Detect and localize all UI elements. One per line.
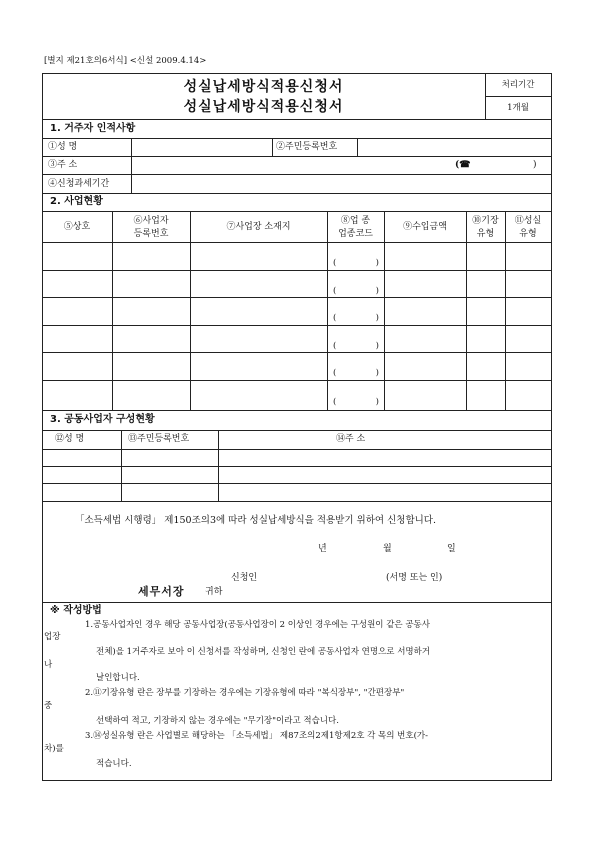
rule: [42, 119, 552, 120]
rule: [42, 501, 552, 502]
rule: [505, 211, 506, 410]
rrn-field[interactable]: [358, 139, 551, 156]
section-1-heading: 1. 거주자 인적사항: [50, 123, 136, 134]
industry-code-field[interactable]: [333, 341, 379, 352]
partner-name-col: ⑫성 명: [55, 434, 85, 444]
col-biz-no: ⑥사업자: [133, 216, 169, 226]
industry-code-field[interactable]: [333, 258, 379, 269]
tax-period-field[interactable]: [132, 175, 551, 193]
col-revenue: ⑨수입금액: [403, 222, 447, 232]
rule: [42, 449, 552, 450]
instruction-line: 3.⑭성실유형 란은 사업별로 해당하는 「소득세법」 제87조의2제1항제2호 각 목의 번호(가-: [85, 731, 428, 741]
rule: [112, 211, 113, 410]
rule: [42, 410, 552, 411]
section-2-heading: 2. 사업현황: [50, 196, 103, 207]
section-3-heading: 3. 공동사업자 구성현황: [50, 414, 155, 425]
name-label: ①성 명: [48, 142, 78, 152]
industry-code-field[interactable]: [333, 397, 379, 408]
paren-close: ): [375, 397, 379, 407]
rule: [384, 211, 385, 410]
paren-close: ): [375, 286, 379, 296]
rule: [466, 211, 467, 410]
form-title-repeat: 성실납세방식적용신청서: [183, 99, 344, 115]
address-label: ③주 소: [48, 160, 78, 170]
partner-address-col: ⑭주 소: [336, 434, 366, 444]
date-year: 년: [318, 544, 327, 554]
instruction-line: 2.⑪기장유형 란은 장부를 기장하는 경우에는 기장유형에 따라 "복식장부", "간편장부": [85, 688, 405, 698]
paren-open: (: [333, 397, 337, 407]
date-month: 월: [383, 544, 392, 554]
rule: [272, 138, 273, 156]
col-biz-no-2: 등록번호: [133, 229, 169, 239]
processing-period-value: 1개월: [507, 103, 529, 113]
instruction-line: 날인합니다.: [96, 673, 140, 683]
declaration-text: 「소득세법 시행령」 제150조의3에 따라 성실납세방식을 적용받기 위하여 신청합니다.: [75, 515, 437, 526]
col-bookkeeping-2: 유형: [476, 229, 495, 239]
phone-label: (☎: [455, 160, 471, 170]
rule: [42, 297, 552, 298]
instruction-line: 1.공동사업자인 경우 해당 공동사업장(공동사업장이 2 이상인 경우에는 구성원이 같은 공동사: [85, 620, 430, 630]
signature-label: (서명 또는 인): [386, 573, 443, 583]
applicant-field[interactable]: [262, 569, 382, 585]
rule: [42, 270, 552, 271]
rule: [551, 73, 552, 780]
rule: [42, 430, 552, 431]
paren-open: (: [333, 258, 337, 268]
col-sincerity: ⑪성실: [514, 216, 542, 226]
name-field[interactable]: [132, 139, 272, 156]
paren-close: ): [375, 313, 379, 323]
partner-rrn-col: ⑬주민등록번호: [128, 434, 190, 444]
applicant-label: 신청인: [231, 573, 258, 583]
processing-period-label: 처리기간: [501, 80, 535, 90]
rule: [42, 73, 552, 74]
col-industry: ⑧업 종: [340, 216, 371, 226]
form-reference: [별지 제21호의6서식] <신설 2009.4.14>: [44, 56, 207, 66]
instructions-heading: ※ 작성방법: [50, 605, 102, 616]
rule: [42, 73, 43, 780]
rule: [42, 780, 552, 781]
rule: [42, 211, 552, 212]
form-title: 성실납세방식적용신청서: [183, 79, 344, 95]
tax-office-name: 세무서장: [138, 585, 185, 598]
rule: [485, 96, 551, 97]
tax-office-suffix: 귀하: [205, 587, 223, 597]
rule: [42, 352, 552, 353]
paren-close: ): [375, 258, 379, 268]
industry-code-field[interactable]: [333, 286, 379, 297]
rule: [42, 483, 552, 484]
rule: [42, 193, 552, 194]
date-day: 일: [447, 544, 456, 554]
rule: [190, 211, 191, 410]
rule: [42, 380, 552, 381]
paren-open: (: [333, 286, 337, 296]
instruction-line: 업장: [44, 632, 61, 642]
paren-open: (: [333, 313, 337, 323]
address-field[interactable]: [132, 157, 551, 174]
industry-code-field[interactable]: [333, 368, 379, 379]
phone-close: ): [533, 160, 537, 170]
instruction-line: 선택하여 적고, 기장하지 않는 경우에는 "무기장"이라고 적습니다.: [96, 716, 339, 726]
rrn-label: ②주민등록번호: [276, 142, 338, 152]
paren-open: (: [333, 341, 337, 351]
industry-code-field[interactable]: [333, 313, 379, 324]
rule: [42, 602, 552, 603]
rule: [42, 466, 552, 467]
col-industry-code: 업종코드: [338, 229, 373, 239]
rule: [42, 242, 552, 243]
col-trade-name: ⑤상호: [63, 222, 91, 232]
paren-close: ): [375, 341, 379, 351]
rule: [218, 430, 219, 501]
instruction-line: 나: [44, 660, 53, 670]
instruction-line: 차)를: [44, 744, 64, 754]
rule: [327, 211, 328, 410]
tax-period-label: ④신청과세기간: [48, 179, 110, 189]
col-bookkeeping: ⑩기장: [472, 216, 499, 226]
paren-close: ): [375, 368, 379, 378]
paren-open: (: [333, 368, 337, 378]
instruction-line: 적습니다.: [96, 759, 132, 769]
rule: [121, 430, 122, 501]
col-sincerity-2: 유형: [519, 229, 537, 239]
instruction-line: 전체)을 1거주자로 보아 이 신청서를 작성하며, 신청인 란에 공동사업자 연명으로 서명하거: [96, 647, 431, 657]
instruction-line: 중: [44, 701, 53, 711]
rule: [42, 325, 552, 326]
col-location: ⑦사업장 소재지: [226, 222, 291, 232]
